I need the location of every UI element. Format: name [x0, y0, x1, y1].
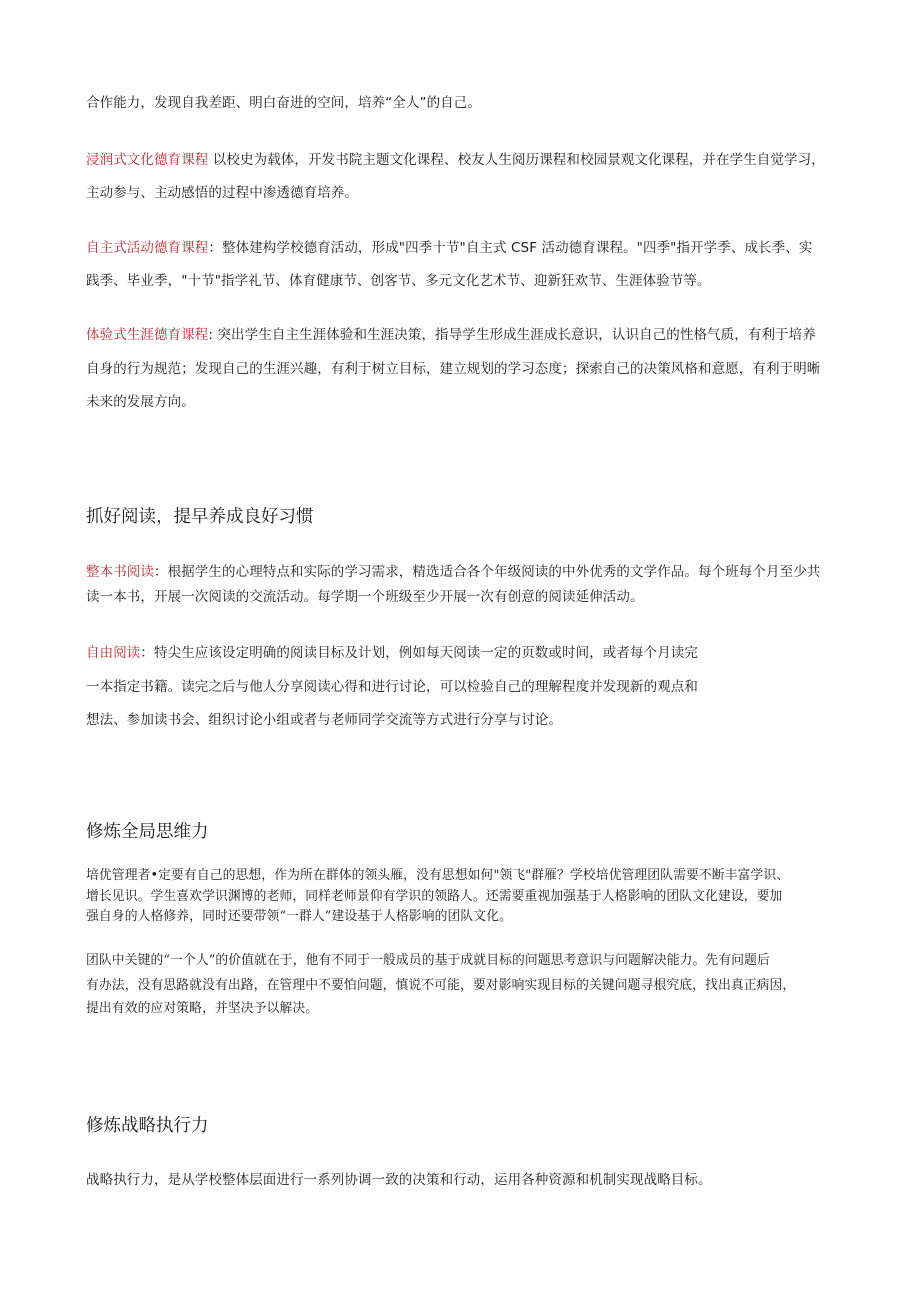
- intro-line: 合作能力，发现自我差距、明白奋进的空间，培养“全人”的自己。: [86, 95, 481, 111]
- global-paragraph-2-line-3: 提出有效的应对策略，并坚决予以解决。: [86, 1001, 319, 1016]
- experiential-course-line-2: 自身的行为规范；发现自己的生涯兴趣，有利于树立目标，建立规划的学习态度；探索自己的决策风格和意愿，有利于明晰: [86, 361, 821, 377]
- immersive-course-line-2: 主动参与、主动感悟的过程中渗透德育培养。: [86, 185, 358, 201]
- reading-heading: 抓好阅读，提早养成良好习惯: [86, 507, 314, 527]
- experiential-course-text: : 突出学生自主生涯体验和生涯决策，指导学生形成生涯成长意识，认识自己的性格气质，有利于培养: [208, 327, 816, 343]
- immersive-course-line-1: [86, 150, 825, 170]
- global-thinking-heading: 修炼全局思维力: [86, 822, 209, 842]
- autonomous-course-label: 自主式活动德育课程: [86, 240, 209, 256]
- whole-book-reading-label: 整本书阅读: [86, 564, 154, 580]
- autonomous-course-line-2: 践季、毕业季，"十节"指学礼节、体育健康节、创客节、多元文化艺术节、迎新狂欢节、生涯体验节等。: [86, 273, 711, 289]
- experiential-course-line-1: [86, 325, 816, 345]
- free-reading-text: ：特尖生应该设定明确的阅读目标及计划，例如每天阅读一定的页数或时间，或者每个月读完: [140, 645, 699, 661]
- global-paragraph-1-line-3: 强自身的人格修养，同时还要带领“一群人”建设基于人格影响的团队文化。: [86, 909, 512, 924]
- free-reading-label: 自由阅读: [86, 645, 141, 661]
- experiential-course-label: 体验式生涯德育课程: [86, 327, 209, 343]
- experiential-course-line-3: 未来的发展方向。: [86, 394, 195, 410]
- free-reading-line-3: 想法、参加读书会、组织讨论小组或者与老师同学交流等方式进行分享与讨论。: [86, 712, 562, 728]
- strategy-line-1: 战略执行力，是从学校整体层面进行一系列协调一致的决策和行动，运用各种资源和机制实现战略目标。: [86, 1172, 712, 1188]
- whole-book-reading-text: ：根据学生的心理特点和实际的学习需求，精选适合各个年级阅读的中外优秀的文学作品。每个班每个月至少共: [154, 564, 821, 580]
- immersive-course-text: 以校史为载体，开发书院主题文化课程、校友人生阅历课程和校园景观文化课程，并在学生自觉学习，: [208, 152, 825, 168]
- free-reading-line-2: 一本指定书籍。读完之后与他人分享阅读心得和进行讨论，可以检验自己的理解程度并发现新的观点和: [86, 679, 698, 695]
- autonomous-course-line-1: [86, 238, 813, 258]
- free-reading-line-1: [86, 643, 698, 663]
- global-paragraph-1-line-2: 增长见识。学生喜欢学识渊博的老师，同样老师景仰有学识的领路人。还需要重视加强基于人格影响的团队文化建设，要加: [86, 889, 783, 904]
- global-paragraph-2-line-1: 团队中关键的“一个人”的价值就在于，他有不同于一般成员的基于成就目标的问题思考意识与问题解决能力。先有问题后: [86, 953, 770, 968]
- global-paragraph-1-line-1: 培优管理者•定要有自己的思想，作为所在群体的领头雁，没有思想如何"领飞"群雁？学校培优管理团队需要不断丰富学识、: [86, 868, 790, 883]
- strategy-heading: 修炼战略执行力: [86, 1116, 209, 1136]
- whole-book-reading-line-2: 读一本书，开展一次阅读的交流活动。每学期一个班级至少开展一次有创意的阅读延伸活动。: [86, 589, 644, 605]
- global-paragraph-2-line-2: 有办法，没有思路就没有出路，在管理中不要怕问题，慎说不可能，要对影响实现目标的关键问题寻根究底，找出真正病因，: [86, 978, 796, 993]
- immersive-course-label: 浸润式文化德育课程: [86, 152, 209, 168]
- whole-book-reading-line-1: [86, 562, 820, 582]
- autonomous-course-text: ：整体建构学校德育活动，形成"四季十节"自主式 CSF 活动德育课程。"四季"指开学季、成长季、实: [208, 240, 813, 256]
